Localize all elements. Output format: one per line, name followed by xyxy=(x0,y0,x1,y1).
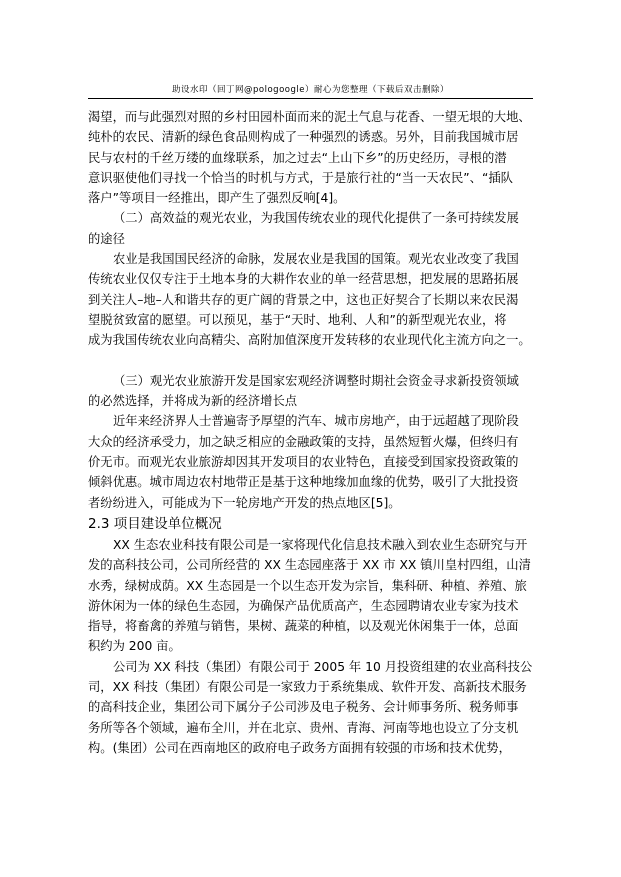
text-line: 民与农村的千丝万缕的血缘联系，加之过去“上山下乡”的历史经历，寻根的潜 xyxy=(88,150,507,165)
text-line: 大众的经济承受力，加之缺乏相应的金融政策的支持，虽然短暂火爆，但终归有 xyxy=(88,434,519,449)
text-line: 纯朴的农民、清新的绿色食品则构成了一种强烈的诱惑。另外，目前我国城市居 xyxy=(88,130,519,145)
text-line: 望脱贫致富的愿望。可以预见，基于“天时、地利、人和”的新型观光农业，将 xyxy=(88,312,507,327)
text-line: 近年来经济界人士普遍寄予厚望的汽车、城市房地产，由于远超越了现阶段 xyxy=(113,414,519,429)
text-line: 落户”等项目一经推出，即产生了强烈反响[4]。 xyxy=(88,191,346,206)
section-heading: 2.3 项目建设单位概况 xyxy=(88,515,222,532)
text-line: 公司为 XX 科技（集团）有限公司于 2005 年 10 月投资组建的农业高科技公 xyxy=(113,659,533,674)
blank-line xyxy=(88,351,538,371)
text-line: 农业是我国国民经济的命脉，发展农业是我国的国策。观光农业改变了我国 xyxy=(113,252,519,267)
text-line: XX 生态农业科技有限公司是一家将现代化信息技术融入到农业生态研究与开 xyxy=(113,537,528,552)
text-line: 者纷纷进入，可能成为下一轮房地产开发的热点地区[5]。 xyxy=(88,495,401,510)
text-line: 水秀，绿树成荫。XX 生态园是一个以生态开发为宗旨，集科研、种植、养殖、旅 xyxy=(88,578,527,593)
text-line: 发的高科技公司，公司所经营的 XX 生态园座落于 XX 市 XX 镇川皇村四组，山清 xyxy=(88,558,531,573)
subheading-line: （二）高效益的观光农业，为我国传统农业的现代化提供了一条可持续发展 xyxy=(113,211,519,226)
subheading-line: 的必然选择，并将成为新的经济增长点 xyxy=(88,394,298,409)
watermark-header: 助设水印（回丁网@pologoogle）耐心为您整理（下载后双击删除） xyxy=(88,83,533,99)
subheading-line: 的途径 xyxy=(88,231,125,246)
text-line: 到关注人–地–人和谐共存的更广阔的背景之中，这也正好契合了长期以来农民渴 xyxy=(88,292,519,307)
body-text xyxy=(88,107,538,758)
text-line: 司，XX 科技（集团）有限公司是一家致力于系统集成、软件开发、高新技术服务 xyxy=(88,680,527,695)
text-line: 指导，将畜禽的养殖与销售，果树、蔬菜的种植，以及观光休闲集于一体，总面 xyxy=(88,619,519,634)
text-line: 渴望，而与此强烈对照的乡村田园朴面而来的泥土气息与花香、一望无垠的大地、 xyxy=(88,110,531,124)
text-line: 的高科技企业，集团公司下属分子公司涉及电子税务、会计师事务所、税务师事 xyxy=(88,700,519,715)
text-line: 务所等各个领域，遍布全川，并在北京、贵州、青海、河南等地也设立了分支机 xyxy=(88,720,519,735)
text-line: 成为我国传统农业向高精尖、高附加值深度开发转移的农业现代化主流方向之一。 xyxy=(88,333,531,348)
text-line: 价无市。而观光农业旅游却因其开发项目的农业特色，直接受到国家投资政策的 xyxy=(88,455,519,470)
subheading-line: （三）观光农业旅游开发是国家宏观经济调整时期社会资金寻求新投资领域 xyxy=(113,373,519,388)
text-line: 积约为 200 亩。 xyxy=(88,639,181,654)
text-line: 倾斜优惠。城市周边农村地带正是基于这种地缘加血缘的优势，吸引了大批投资 xyxy=(88,475,519,490)
text-line: 意识驱使他们寻找一个恰当的时机与方式，于是旅行社的“当一天农民”、“插队 xyxy=(88,170,513,185)
text-line: 游休闲为一体的绿色生态园，为确保产品优质高产，生态园聘请农业专家为技术 xyxy=(88,598,519,613)
text-line: 构。(集团）公司在西南地区的政府电子政务方面拥有较强的市场和技术优势， xyxy=(88,740,511,755)
text-line: 传统农业仅仅专注于土地本身的大耕作农业的单一经营思想，把发展的思路拓展 xyxy=(88,272,519,287)
